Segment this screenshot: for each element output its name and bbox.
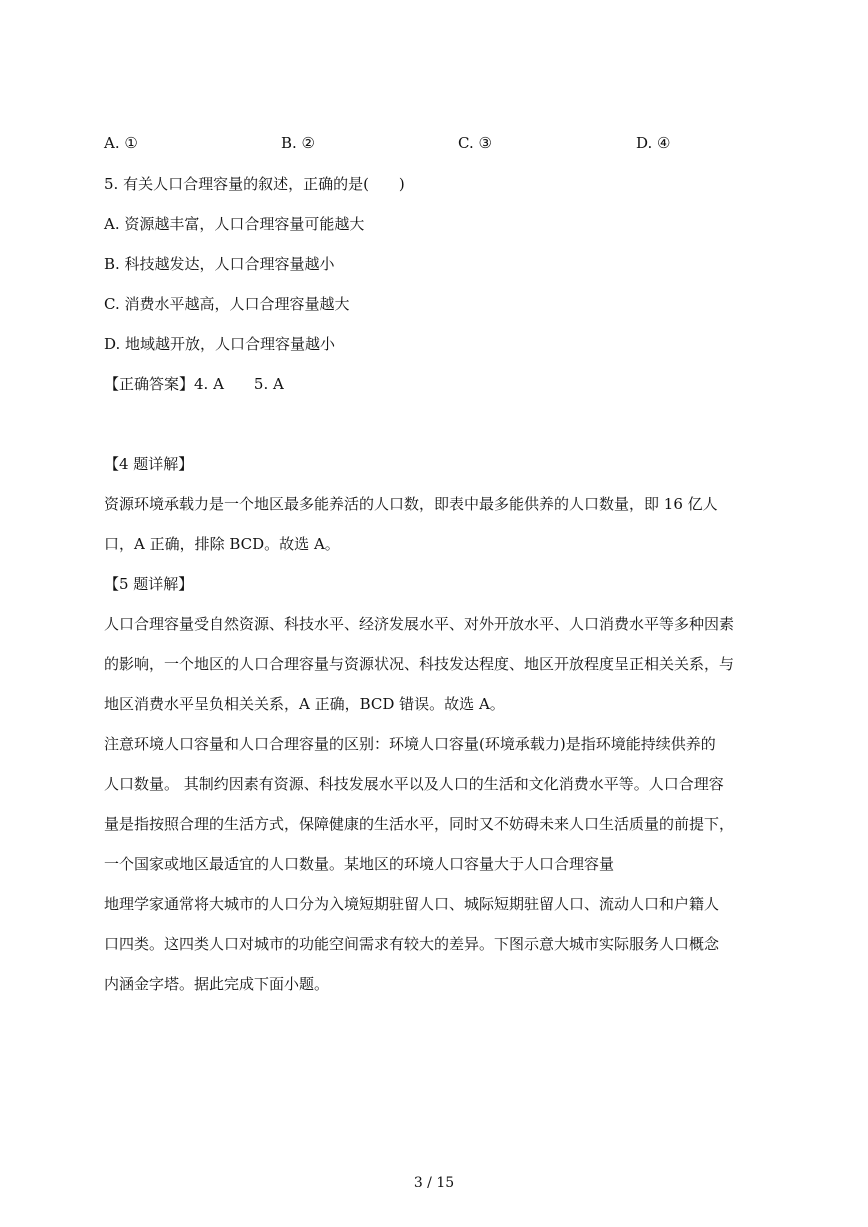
- q5-option-d: D. 地域越开放，人口合理容量越小: [104, 335, 336, 353]
- q5-option-b: B. 科技越发达，人口合理容量越小: [104, 255, 335, 273]
- detail4-line: 资源环境承载力是一个地区最多能养活的人口数，即表中最多能供养的人口数量，即 16 亿人: [104, 495, 718, 513]
- q5-option-a: A. 资源越丰富，人口合理容量可能越大: [104, 215, 365, 233]
- detail5-line: 地区消费水平呈负相关关系，A 正确，BCD 错误。故选 A。: [104, 695, 505, 713]
- detail5-line: 的影响，一个地区的人口合理容量与资源状况、科技发达程度、地区开放程度呈正相关关系，与: [104, 655, 735, 673]
- q4-option-d: D. ④: [636, 134, 671, 152]
- page-number: 3 / 15: [413, 1175, 455, 1191]
- detail5-heading: 【5 题详解】: [104, 575, 194, 593]
- correct-answer: 【正确答案】4. A 5. A: [104, 375, 284, 393]
- detail4-line: 口，A 正确，排除 BCD。故选 A。: [104, 535, 340, 553]
- intro-line: 地理学家通常将大城市的人口分为入境短期驻留人口、城际短期驻留人口、流动人口和户籍人: [104, 895, 720, 913]
- intro-line: 内涵金字塔。据此完成下面小题。: [104, 975, 330, 993]
- intro-line: 口四类。这四类人口对城市的功能空间需求有较大的差异。下图示意大城市实际服务人口概念: [104, 935, 720, 953]
- note-line: 人口数量。 其制约因素有资源、科技发展水平以及人口的生活和文化消费水平等。人口合理容: [104, 775, 724, 793]
- note-line: 量是指按照合理的生活方式，保障健康的生活水平，同时又不妨碍未来人口生活质量的前提下，: [104, 815, 735, 833]
- detail5-line: 人口合理容量受自然资源、科技水平、经济发展水平、对外开放水平、人口消费水平等多种因素: [104, 615, 735, 633]
- q5-stem: 5. 有关人口合理容量的叙述，正确的是( ): [104, 175, 405, 193]
- q4-option-b: B. ②: [281, 134, 316, 152]
- detail4-heading: 【4 题详解】: [104, 455, 194, 473]
- q4-option-c: C. ③: [458, 134, 492, 152]
- q4-option-a: A. ①: [104, 134, 138, 152]
- q5-option-c: C. 消费水平越高，人口合理容量越大: [104, 295, 350, 313]
- note-line: 一个国家或地区最适宜的人口数量。某地区的环境人口容量大于人口合理容量: [104, 855, 615, 873]
- note-line: 注意环境人口容量和人口合理容量的区别：环境人口容量(环境承载力)是指环境能持续供养的: [104, 735, 716, 753]
